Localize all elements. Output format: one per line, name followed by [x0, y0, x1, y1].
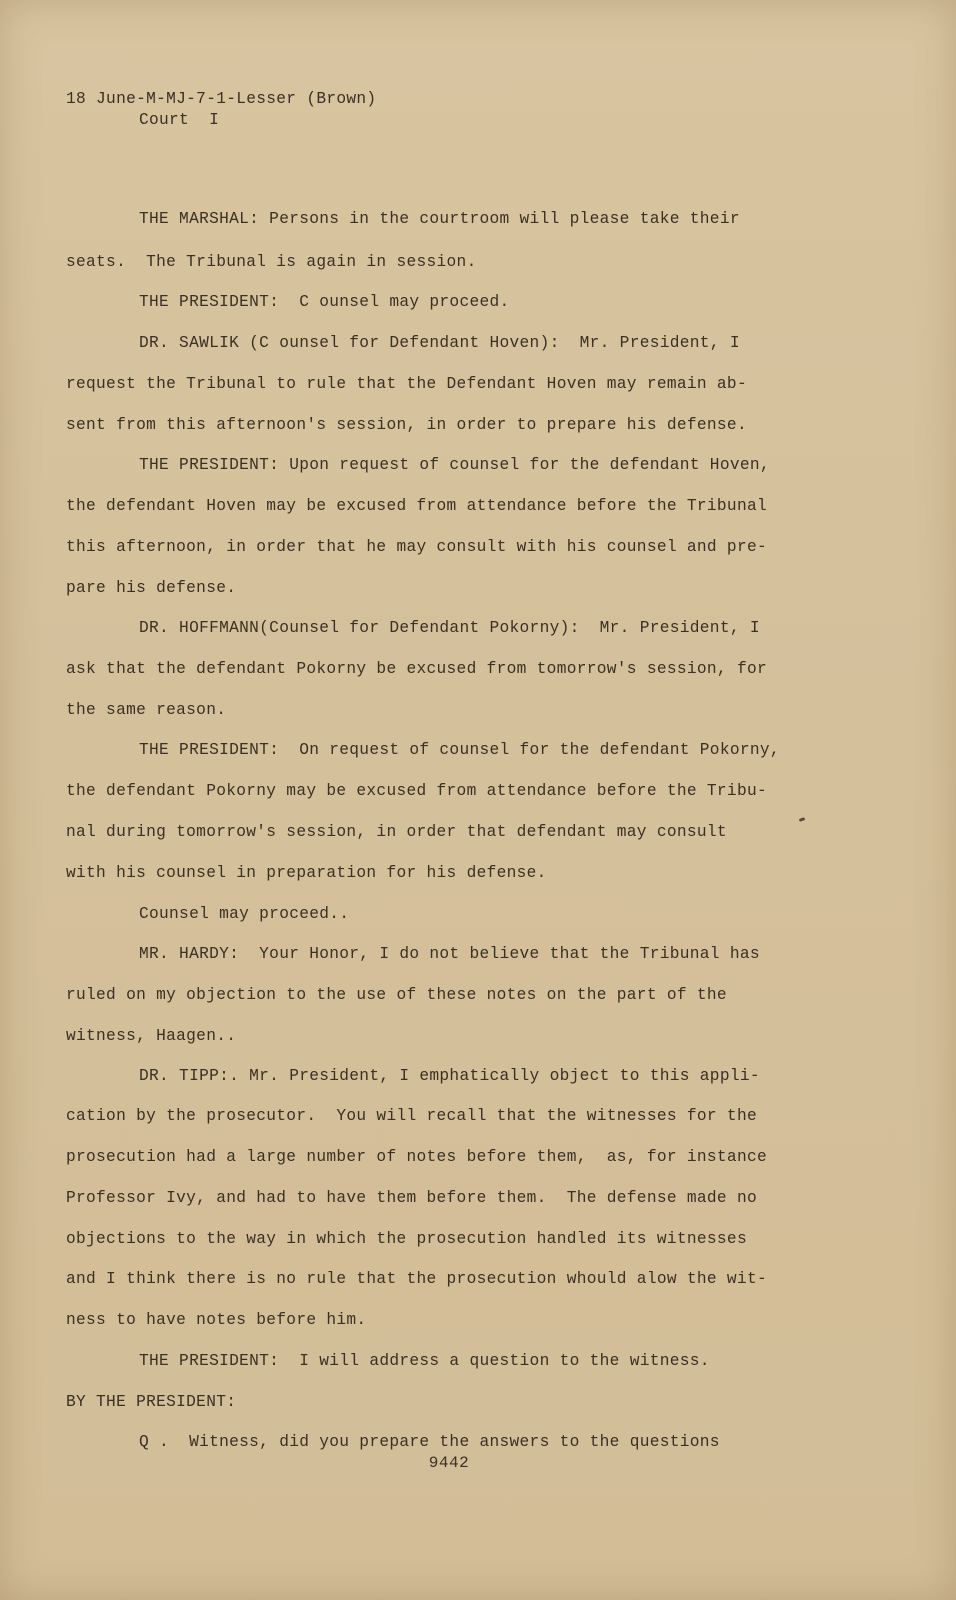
transcript-line: sent from this afternoon's session, in order to prepare his defense. [66, 416, 747, 434]
transcript-line: request the Tribunal to rule that the Defendant Hoven may remain ab- [66, 375, 747, 393]
transcript-line: THE PRESIDENT: On request of counsel for the defendant Pokorny, [139, 741, 780, 759]
transcript-line: BY THE PRESIDENT: [66, 1393, 237, 1411]
transcript-line: seats. The Tribunal is again in session. [66, 253, 477, 271]
transcript-line: this afternoon, in order that he may consult with his counsel and pre- [66, 538, 767, 556]
transcript-line: and I think there is no rule that the prosecution whould alow the wit- [66, 1270, 767, 1288]
transcript-line: the defendant Pokorny may be excused from attendance before the Tribu- [66, 782, 767, 800]
transcript-line: pare his defense. [66, 579, 237, 597]
transcript-line: ness to have notes before him. [66, 1311, 367, 1329]
court-label: Court I [139, 111, 220, 129]
transcript-line: THE PRESIDENT: C ounsel may proceed. [139, 293, 510, 311]
transcript-line: Professor Ivy, and had to have them before them. The defense made no [66, 1189, 757, 1207]
transcript-line: THE MARSHAL: Persons in the courtroom will please take their [139, 210, 740, 228]
margin-ink-mark [799, 817, 806, 822]
transcript-line: DR. HOFFMANN(Counsel for Defendant Pokorny): Mr. President, I [139, 619, 760, 637]
transcript-line: MR. HARDY: Your Honor, I do not believe that the Tribunal has [139, 945, 760, 963]
transcript-line: ask that the defendant Pokorny be excused from tomorrow's session, for [66, 660, 767, 678]
document-reference-header: 18 June-M-MJ-7-1-Lesser (Brown) [66, 90, 377, 108]
transcript-line: nal during tomorrow's session, in order that defendant may consult [66, 823, 727, 841]
transcript-line: THE PRESIDENT: Upon request of counsel for the defendant Hoven, [139, 456, 770, 474]
transcript-line: DR. TIPP:. Mr. President, I emphatically object to this appli- [139, 1067, 760, 1085]
transcript-line: Q . Witness, did you prepare the answers to the questions [139, 1433, 720, 1451]
transcript-line: the defendant Hoven may be excused from attendance before the Tribunal [66, 497, 767, 515]
transcript-line: THE PRESIDENT: I will address a question to the witness. [139, 1352, 710, 1370]
transcript-line: the same reason. [66, 701, 227, 719]
transcript-line: ruled on my objection to the use of these notes on the part of the [66, 986, 727, 1004]
transcript-line: Counsel may proceed.. [139, 905, 350, 923]
transcript-line: cation by the prosecutor. You will recall that the witnesses for the [66, 1107, 757, 1125]
page-number: 9442 [428, 1454, 470, 1472]
transcript-line: objections to the way in which the prosecution handled its witnesses [66, 1230, 747, 1248]
transcript-line: witness, Haagen.. [66, 1027, 237, 1045]
transcript-line: prosecution had a large number of notes before them, as, for instance [66, 1148, 767, 1166]
transcript-line: with his counsel in preparation for his defense. [66, 864, 547, 882]
transcript-line: DR. SAWLIK (C ounsel for Defendant Hoven): Mr. President, I [139, 334, 740, 352]
